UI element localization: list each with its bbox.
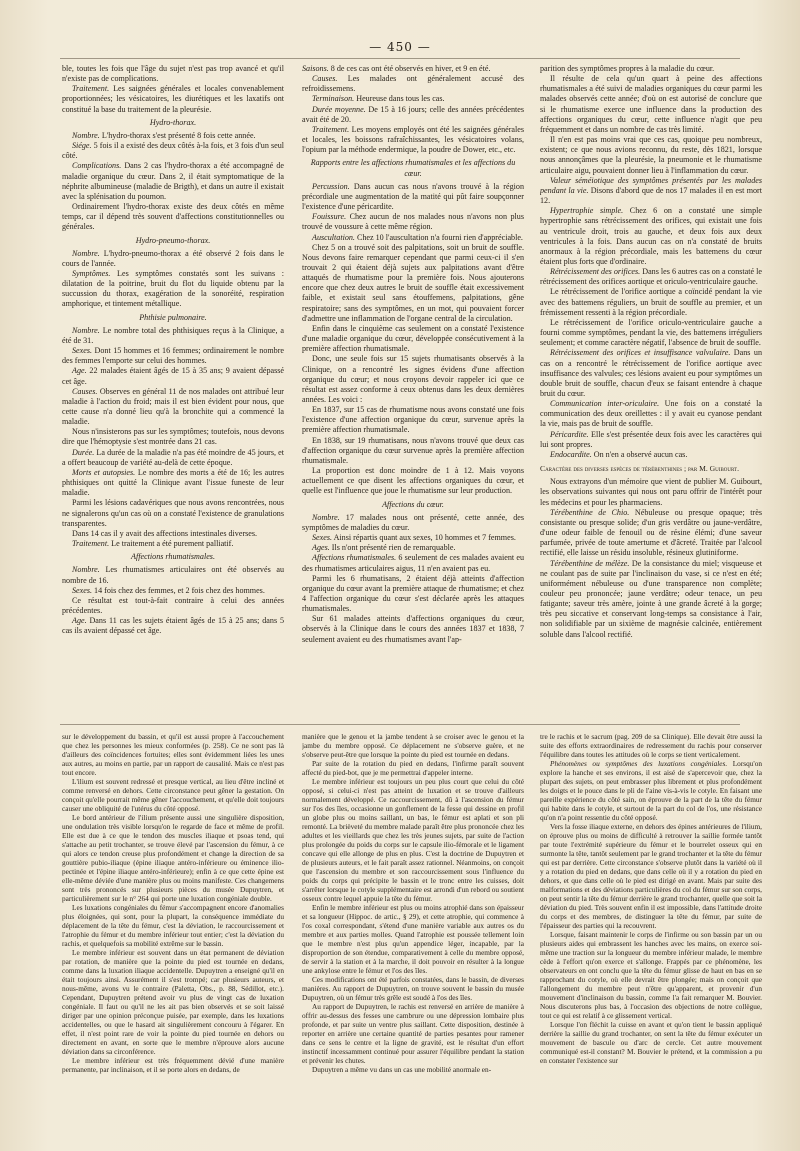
paragraph-lead: Térébenthine de Chio. (550, 507, 630, 517)
paragraph-lead: Sexes. (72, 346, 92, 356)
paragraph (62, 427, 284, 447)
paragraph (62, 131, 284, 141)
paragraph (302, 777, 524, 903)
paragraph-text: parition des symptômes propres à la maladie du cœur. (540, 64, 715, 73)
paragraph-text: Chez 10 l'auscultation n'a fourni rien d'appréciable. (354, 232, 523, 242)
paragraph-lead: Traitement. (312, 124, 350, 134)
page-number: — 450 — (369, 40, 431, 54)
paragraph (62, 596, 284, 616)
paragraph-text: Dans 14 cas il y avait des affections intestinales diverses. (72, 528, 258, 538)
paragraph-lead: Ages. (312, 543, 330, 553)
paragraph (62, 161, 284, 202)
paragraph-text: sur le développement du bassin, et qu'il est aussi propre à l'accouchement que chez les personnes les mieux conformées (p. 258). Ce ne sont pas là d'ailleurs des coïncidences fortuites; elles sont évidemment liées les unes aux autres, au moins en partie, par un rapport de causalité. Mais ce n'est pas tout encore. (62, 732, 284, 777)
paragraph-text: Le rétrécissement de l'orifice aortique a coïncidé pendant la vie avec des battemens réguliers, un bruit de souffle au premier, et un frémissement ressenti à la région précordiale. (540, 287, 762, 317)
paragraph-lead: Causes. (72, 386, 98, 396)
paragraph-lead: Nombre. (72, 565, 100, 575)
paragraph-lead: Endocardite. (550, 449, 592, 459)
paragraph-text: En 1837, sur 15 cas de rhumatisme nous avons constaté une fois l'existence d'une affection organique du cœur, survenue après la première affection rhumatismale. (302, 405, 524, 435)
paragraph-lead: Nombre. (72, 325, 100, 335)
paragraph (302, 533, 524, 543)
paragraph (540, 176, 762, 206)
paragraph-text: Ces modifications ont été parfois constatées, dans le bassin, de diverses manières. Au rapport de Dupuytren, on trouve souvent le bassin du musée Dupuytren, où un fémur très grêle est soudé à l'os des îles. (302, 975, 524, 1002)
paragraph-text: Il n'en est pas moins vrai que ces cas, quoique peu nombreux, existent; ce que nous avions reconnu, du reste, dès 1821, lorsque nous annonçâmes que la pleurésie, la pneumonie et le rhumatisme articulaire aigu, pouvaient donner lieu à l'inflammation du cœur. (540, 135, 762, 175)
paragraph (62, 539, 284, 549)
paragraph-lead: Térébenthine de mélèze. (550, 558, 630, 568)
paragraph (302, 64, 524, 74)
header-rule (60, 58, 740, 59)
paragraph (62, 448, 284, 468)
paragraph-lead: Durée moyenne. (312, 104, 366, 114)
paragraph-text: De la consistance du miel; visqueuse et ne coulant pas de suite par l'inclinaison du vase, si ce n'est en été; uniformément nébuleuse ou d'une transparence non complète; couleur peu prononcée; jaune verdâtre; odeur tenace, un peu fatigante; saveur très amère, jointe à une grande âcreté à la gorge; très peu siccative et conservant long-temps sa consistance à l'air, non solidifiable par un sixième de magnésie calcinée, entièrement soluble dans l'alcool rectifié. (540, 558, 762, 639)
section-heading: Hydro-pneumo-thorax. (135, 235, 211, 245)
paragraph-text: ble, toutes les fois que l'âge du sujet n'est pas trop avancé et qu'il n'existe pas de complications. (62, 64, 284, 84)
paragraph (62, 326, 284, 346)
paragraph (62, 903, 284, 948)
paragraph (302, 574, 524, 615)
paragraph-text: Dans 11 cas les sujets étaient âgés de 15 à 25 ans; dans 5 cas ils avaient dépassé cet âge. (62, 616, 284, 636)
paragraph (62, 732, 284, 777)
paragraph (302, 553, 524, 573)
paragraph (62, 84, 284, 114)
paragraph-text: Vers la fosse iliaque externe, en dehors des épines antérieures de l'ilium, on éprouve plus ou moins de difficulté à retrouver la saillie formée tantôt par toute l'extrémité supérieure du fémur et le bourrelet osseux qui en surmonte la tête, tantôt seulement par le grand trochanter et la tête du fémur qui est par derrière. Cette circonstance s'observe plutôt dans la variété où il y a rotation du pied en dedans, que dans celle où il y a rotation du pied en dehors, et que dans celle où le pied est dirigé en avant. Mais par suite des malformations et des déviations particulières du col du fémur sur son corps, on peut sentir la tête du fémur derrière le grand trochanter, quelle que soit la déviation du pied. Très souvent enfin il est impossible, dans l'attitude droite du corps et des membres, de distinguer la tête du fémur, par suite de l'épaisseur des parties qui la recouvrent. (540, 822, 762, 930)
paragraph-text: L'hydro-thorax s'est présenté 8 fois cette année. (99, 130, 256, 140)
paragraph-text: 5 fois il a existé des deux côtés à-la fois, et 3 fois d'un seul côté. (62, 141, 284, 161)
paragraph (62, 249, 284, 269)
paragraph (62, 586, 284, 596)
paragraph-text: Chez 5 on a trouvé soit des palpitations, soit un bruit de souffle. Nous devons faire remarquer cependant que parmi ceux-ci il s'en trouvait 2 qui étaient déjà sujets aux palpitations avant d'être attaqués de rhumatisme pour la première fois. Nous ajouterons encore que chez deux autres le bruit de souffle était excessivement faible, et existait seul sans étouffemens, palpitations, gêne respiratoire; sans des symptômes, en un mot, qui pouvaient forcer d'admettre une inflammation de l'organe central de la circulation. (302, 242, 524, 323)
paragraph-text: Nous n'insisterons pas sur les symptômes; toutefois, nous devons dire que l'hémoptysie s'est montrée dans 21 cas. (62, 427, 284, 447)
paragraph (302, 233, 524, 243)
paragraph (62, 387, 284, 428)
paragraph (62, 948, 284, 1056)
paragraph-lead: Terminaison. (312, 94, 355, 104)
paragraph-lead: Sexes. (72, 585, 92, 595)
paragraph-text: Lorsque, faisant maintenir le corps de l'infirme ou son bassin par un ou plusieurs aides qui embrassent les hanches avec les mains, on exerce soi-même une traction sur la longueur du membre inférieur malade, le membre cède à l'effort qu'on exerce et s'allonge. Frappés par ce phénomène, les observateurs en ont conclu que la tête du fémur glisse de haut en bas en se rapprochant du cotyle, où elle devrait être plongée; mais on conçoit que l'allongement du membre peut n'être qu'apparent, et provenir d'un mouvement d'inclinaison du bassin, comme l'a fait remarquer M. Bouvier. Nous discuterons plus bas, à l'occasion des objections de notre collègue, tout ce qui est relatif à ce glissement vertical. (540, 930, 762, 1020)
paragraph (540, 450, 762, 460)
paragraph-text: Une fois on a constaté la communication des deux oreillettes : il y avait eu cyanose pendant la vie, mais pas de bruit de souffle. (540, 399, 762, 429)
paragraph-text: Le rétrécissement de l'orifice oriculo-ventriculaire gauche a fourni comme symptômes, pendant la vie, des battemens irréguliers seulement; et comme caractère négatif, l'absence de bruit de souffle. (540, 317, 762, 348)
paragraph (302, 466, 524, 496)
paragraph-text: Nébuleuse ou presque opaque; très consistante ou presque solide; d'un gris verdâtre ou jaune-verdâtre, d'une odeur faible de fenouil ou de résine élémi; d'une saveur parfumée, privée de toute amertume et d'âcreté. Traitée par l'alcool rectifié, elle laisse un résidu insoluble, résineux glutiniforme. (540, 507, 762, 558)
top-left-column (62, 64, 284, 716)
paragraph-text: 22 malades étaient âgés de 15 à 35 ans; 9 avaient dépassé cet âge. (62, 366, 284, 386)
paragraph-lead: Nombre. (72, 130, 100, 140)
paragraph (302, 1002, 524, 1065)
paragraph-lead: Durée. (72, 447, 95, 457)
paragraph (302, 125, 524, 155)
paragraph-lead: Siége. (72, 141, 92, 151)
paragraph-text: Le membre inférieur est très fréquemment dévié d'une manière permanente, par inclinaison, et il se porte alors en dedans, de (62, 1056, 284, 1074)
paragraph-lead: Traitement. (72, 539, 110, 549)
paragraph (62, 202, 284, 232)
paragraph-lead: Age. (72, 616, 87, 626)
paragraph-lead: Symptômes. (72, 268, 111, 278)
paragraph (302, 975, 524, 1002)
paragraph-lead: Péricardite. (550, 429, 589, 439)
paragraph-lead: Nombre. (312, 512, 340, 522)
section-heading: Rapports entre les affections rhumatismales et les affections du cœur. (310, 158, 516, 178)
paragraph (540, 508, 762, 559)
paragraph (302, 94, 524, 104)
paragraph-lead: Nombre. (72, 248, 100, 258)
top-middle-column (302, 64, 524, 716)
paragraph-lead: Affections rhumatismales. (312, 553, 397, 563)
section-heading: Affections du cœur. (382, 499, 444, 509)
paragraph (302, 732, 524, 759)
paragraph-lead: Fouissure. (312, 212, 347, 222)
paragraph (302, 74, 524, 94)
paragraph (540, 477, 762, 507)
paragraph-lead: Phénomènes ou symptômes des luxations congéniales. (550, 759, 728, 768)
paragraph-text: Enfin dans le cinquième cas seulement on a constaté l'existence d'une maladie organique du cœur, développée consécutivement à la première affection rhumatismale. (302, 323, 524, 354)
paragraph-text: Elle s'est présentée deux fois avec les caractères qui lui sont propres. (540, 429, 762, 449)
paragraph (302, 105, 524, 125)
paragraph-text: Lorsque l'on fléchit la cuisse en avant et qu'on tient le bassin appliqué derrière la saillie du grand trochanter, on sent la tête du fémur exécuter un mouvement de bascule ou d'arc de cercle. Cet autre mouvement communiqué est-il constant? M. Bouvier le prétend, et la commission a pu en constater l'existence sur (540, 1020, 762, 1065)
bottom-left-column (62, 732, 284, 1144)
paragraph (62, 468, 284, 498)
paragraph-text: Parmi les lésions cadavériques que nous avons rencontrées, nous ne signalerons qu'un cas où on a constaté l'existence de granulations transparentes. (62, 498, 284, 528)
paragraph-text: Heureuse dans tous les cas. (354, 94, 445, 104)
paragraph-text: La proportion est donc moindre de 1 à 12. Mais voyons actuellement ce que disent les affections organiques du cœur, et quelle est l'influence que joue le rhumatisme sur leur production. (302, 466, 524, 496)
paragraph (62, 64, 284, 84)
paragraph-text: Par suite de la rotation du pied en dedans, l'infirme paraît souvent affecté du pied-bot, que je me permettrai d'appeler interne. (302, 759, 524, 777)
paragraph (540, 1020, 762, 1065)
paragraph (62, 1056, 284, 1074)
section-heading: Phthisie pulmonaire. (139, 312, 207, 322)
paragraph-lead: Rétrécissement des orifices et insuffisance valvulaire. (550, 348, 731, 358)
paragraph (540, 206, 762, 267)
paragraph-lead: Sexes. (312, 533, 332, 543)
paragraph (540, 732, 762, 759)
paragraph-text: Dans 2 cas l'hydro-thorax a été accompagné de maladie organique du cœur. Dans 2, il était symptomatique de la néphrite albumineuse (maladie de Brigth), et dans un autre il existait avec la splénisation du poumon. (62, 161, 284, 201)
paragraph-lead: Morts et autopsies. (72, 467, 136, 477)
paragraph-text: Les symptômes constatés sont les suivans : dilatation de la poitrine, bruit du flot du liquide obtenu par la succussion du thorax, exagération de la sonoréité, respiration amphorique, et tintement métallique. (62, 268, 284, 309)
paragraph-lead: Complications. (72, 161, 122, 171)
paragraph (302, 212, 524, 232)
paragraph-text: Les moyens employés ont été les saignées générales et locales, les boissons rafraîchissantes, les vésicatoires volans, l'opium par la méthode endermique, la poudre de Dower, etc., etc. (302, 124, 524, 155)
paragraph (540, 267, 762, 287)
paragraph-lead: Communication inter-oriculaire. (550, 399, 660, 409)
paragraph-lead: Age. (72, 366, 87, 376)
paragraph-text: Lorsqu'on explore la hanche et ses environs, il est aisé de s'apercevoir que, chez la plupart des sujets, on peut embrasser plus librement et plus profondément les doigts et le pouce dans le pli de l'aine vis-à-vis le cotyle. En faisant une pareille expérience du côté sain, on éprouve de la part de la tête du fémur qui habite dans le cotyle, et surtout de la part du col de l'os, une résistance qu'on n'a point ressentie du côté opposé. (540, 759, 762, 822)
paragraph (302, 1065, 524, 1074)
paragraph (302, 543, 524, 553)
paragraph-text: Sur 61 malades atteints d'affections organiques du cœur, observés à la Clinique dans le cours des années 1837 et 1838, 7 seulement avaient eu des rhumatismes avant l'ap- (302, 614, 524, 644)
paragraph-text: Ordinairement l'hydro-thorax existe des deux côtés en même temps, car il dépend très souvent d'affections constitutionnelles ou générales. (62, 202, 284, 232)
paragraph-lead: Auscultation. (312, 232, 355, 242)
paragraph-text: Donc, une seule fois sur 15 sujets rhumatisants observés à la Clinique, on a rencontré les signes évidens d'une affection organique du cœur; et nous croyons devoir rappeler ici que ce résultat est assez conforme à ceux obtenus dans les deux dernières années. Les voici : (302, 354, 524, 404)
paragraph (302, 243, 524, 324)
paragraph (540, 318, 762, 348)
section-heading: Affections rhumatismales. (131, 552, 215, 562)
paragraph (540, 399, 762, 429)
paragraph (62, 498, 284, 528)
paragraph-lead: Rétrécissement des orifices. (550, 267, 641, 277)
paragraph-text: Disons d'abord que de nos 17 malades il en est mort 12. (540, 185, 762, 206)
paragraph-text: Le nombre des morts a été de 16; les autres phthisiques ont quitté la Clinique avant l'issue funeste de leur maladie. (62, 467, 284, 498)
paragraph-lead: Hypertrophie simple. (550, 206, 624, 216)
paragraph-text: manière que le genou et la jambe tendent à se croiser avec le genou et la jambe du membre opposé. Ce déplacement ne s'observe guère, et ne s'observe peut-être que lorsque la pointe du pied est tournée en dedans. (302, 732, 524, 759)
paragraph (62, 269, 284, 310)
paragraph (302, 405, 524, 435)
paragraph (302, 513, 524, 533)
paragraph (302, 759, 524, 777)
paragraph-text: Observes en général 11 de nos malades ont attribué leur maladie à l'action du froid; mais il est bien évident pour nous, que cette cause n'a donné lieu qu'à la bronchite qui a commencé la maladie. (62, 386, 284, 427)
paragraph-text: Il résulte de cela qu'un quart à peine des affections rhumatismales a été suivi de maladies organiques du cœur parmi les malades observés cette année; d'où on est autorisé de conclure que si le rhumatisme exerce une influence dans la production des affections organiques du cœur, cette influence n'agit que peu fréquemment et dans un nombre de cas très limité. (540, 74, 762, 134)
paragraph-text: Au rapport de Dupuytren, le rachis est renversé en arrière de manière à offrir au-dessus des fesses une cambrure ou une dépression lombaire plus profonde, et par suite un ventre plus saillant. Cette disposition, destinée à reporter en arrière une certaine quantité de parties pesantes pour ramener dans ce sens le centre et la ligne de gravité, est le résultat d'un effort instinctif incessamment continué pour assurer l'équilibre pendant la station et prévenir les chutes. (302, 1002, 524, 1065)
paragraph-lead: Saisons. (302, 64, 329, 73)
paragraph-text: 14 fois chez des femmes, et 2 fois chez des hommes. (92, 585, 265, 595)
paragraph-lead: Valeur séméiotique des symptômes présentés par les malades pendant la vie. (540, 175, 762, 195)
paragraph (540, 74, 762, 135)
paragraph-text: La durée de la maladie n'a pas été moindre de 45 jours, et a offert beaucoup de variété au-delà de cette époque. (62, 447, 284, 467)
paragraph-text: Ainsi répartis quant aux sexes, 10 hommes et 7 femmes. (332, 533, 516, 543)
paragraph-text: En 1838, sur 19 rhumatisans, nous n'avons trouvé que deux cas d'affection organique du cœur survenue après la première affection rhumatismale. (302, 435, 524, 465)
paragraph-text: Les saignées générales et locales convenablement proportionnées; les vésicatoires, les diurétiques et les laxatifs ont constitué la base du traitement de la pleurésie. (62, 84, 284, 114)
bottom-right-column (540, 732, 762, 1144)
paragraph (62, 346, 284, 366)
paragraph-text: Dont 15 hommes et 16 femmes; ordinairement le nombre des femmes l'emporte sur celui des hommes. (62, 346, 284, 366)
paragraph (302, 354, 524, 405)
top-right-column (540, 64, 762, 716)
paragraph-text: 6 seulement de ces malades avaient eu des rhumatismes articulaires aigus, 11 n'en avaient pas eu. (302, 553, 524, 573)
paragraph (62, 616, 284, 636)
paragraph-text: Dans les 6 autres cas on a constaté le rétrécissement des orifices aortique et oriculo-ventriculaire gauche. (540, 267, 762, 287)
paragraph-text: Dans un cas on a rencontré le rétrécissement de l'orifice aortique avec insuffisance des valvules; ces lésions avaient eu pour symptômes un double bruit de souffle, chacun d'eux se faisant entendre à chaque bruit du cœur. (540, 348, 762, 398)
paragraph-text: Ils n'ont présenté rien de remarquable. (329, 543, 456, 553)
paragraph-text: tre le rachis et le sacrum (pag. 209 de sa Clinique). Elle devait être aussi la suite des efforts extraordinaires de redressement du rachis pour conserver l'équilibre dans toutes les attitudes où le corps se tient verticalement. (540, 732, 762, 759)
paragraph (62, 366, 284, 386)
paragraph-text: De 15 à 16 jours; celle des années précédentes avait été de 20. (302, 104, 524, 124)
paragraph-text: 8 de ces cas ont été observés en hiver, et 9 en été. (328, 64, 491, 73)
paragraph-text: 17 malades nous ont présenté, cette année, des symptômes de maladies du cœur. (302, 512, 524, 532)
paragraph (302, 614, 524, 644)
paragraph-text: Le membre inférieur est souvent dans un état permanent de déviation par rotation, de manière que la pointe du pied est tournée en dedans, comme dans la luxation iliaque accidentelle. Dupuytren a enseigné qu'il en était toujours ainsi. Assurément il s'est trompé; car plusieurs auteurs, et nous-même, avons vu le contraire (Paletta, Obs., p. 88, Sédillot, etc.). Cependant, Dupuytren prétend avoir vu plus de vingt cas de luxation congéniale. Il faut ou qu'il ne les ait pas bien observés et se soit laissé diriger par une opinion préconçue puisée, par exemple, dans les luxations accidentelles, ou que le hasard ait singulièrement concouru à l'égarer. En effet, il n'est point rare de voir la pointe du pied tournée en dehors ou directement en avant, en sorte que le membre n'éprouve alors aucune déviation dans sa circonférence. (62, 948, 284, 1056)
paragraph-text: On n'en a observé aucun cas. (591, 449, 688, 459)
paragraph-text: Le nombre total des phthisiques reçus à la Clinique, a été de 31. (62, 325, 284, 345)
paragraph (62, 565, 284, 585)
paragraph-text: Parmi les 6 rhumatisans, 2 étaient déjà atteints d'affection organique du cœur avant la première attaque de rhumatisme; et chez 4 l'affection organique du cœur s'est déclarée après les attaques rhumatismales. (302, 573, 524, 614)
paragraph-text: Les luxations congéniales du fémur s'accompagnent encore d'anomalies plus éloignées, qui sont, pour la plupart, la conséquence immédiate du déplacement de la tête du fémur, c'est la déviation, le raccourcissement et l'atrophie du fémur et du membre inférieur tout entier; c'est la déviation du rachis, et quelquefois sa mobilité extrême sur le bassin. (62, 903, 284, 948)
paragraph-text: Les malades ont généralement accusé des refroidissemens. (302, 74, 524, 94)
paragraph (540, 430, 762, 450)
section-heading: Hydro-thorax. (149, 117, 197, 127)
paragraph (62, 777, 284, 813)
paragraph-text: L'hydro-pneumo-thorax a été observé 2 fois dans le cours de l'année. (62, 248, 284, 268)
paragraph-text: Le membre inférieur est toujours un peu plus court que celui du côté opposé, si celui-ci n'est pas atteint de luxation et se trouve d'ailleurs normalement développé. Ce raccourcissement, dû à l'ascension du fémur sur l'os des îles, occasionne un gonflement de la fesse qui dessine en profil un globe plus ou moins saillant, un bas, le fémur est aplati et son pli remonté. La brièveté du membre malade paraît être plus prononcée chez les adultes et les vieillards que chez les très jeunes sujets, par suite de l'action plus prolongée du poids du corps sur le capsule ilio-fémorale et le ligament concave qui elle allonge de plus en plus. C'est la doctrine de Dupuytren et de plusieurs auteurs, et le fait paraît assez rationnel. Néanmoins, on conçoit que l'ascension du membre et son raccourcissement sous l'influence du poids du corps qui précipite le bassin et le tronc entre les cuisses, doit s'arrêter lorsque le cotyle supplémentaire est arrondi d'un rebord ou soutient osseux contre lequel appuie la tête du fémur. (302, 777, 524, 903)
paragraph (540, 759, 762, 822)
paragraph-text: Chez 6 on a constaté une simple hypertrophie sans rétrécissement des orifices, qui existait une fois au ventricule droit, trois au gauche, et deux fois aux deux ventricules à la fois. Dans aucun cas on n'a constaté de bruits anormaux à la région précordiale, mais les battemens du cœur étaient plus forts que d'ordinaire. (540, 206, 762, 266)
section-rule (60, 724, 740, 725)
paragraph-text: Les rhumatismes articulaires ont été observés au nombre de 16. (62, 565, 284, 585)
paragraph-text: Dupuytren a même vu dans un cas une mobilité anormale en- (312, 1065, 492, 1074)
paragraph (540, 348, 762, 399)
bottom-middle-column (302, 732, 524, 1144)
paragraph-lead: Percussion. (312, 181, 350, 191)
paragraph (302, 182, 524, 212)
paragraph-lead: Traitement. (72, 84, 110, 94)
paragraph-text: Enfin le membre inférieur est plus ou moins atrophié dans son épaisseur et sa longueur (Hippoc. de artic., § 29), et cette atrophie, qui commence à l'os coxal correspondant, s'étend d'une manière variable aux autres os du membre et aux parties molles. Quand l'atrophie est poussée tellement loin que le membre n'est plus qu'un appendice léger, incapable, par la disproportion de son étendue, comparativement à celle du membre opposé, de servir à la station et à la marche, il doit pouvoir en résulter à la longue une ankylose entre le fémur et l'os des îles. (302, 903, 524, 975)
paragraph (540, 822, 762, 930)
paragraph-text: Le traitement a été purement palliatif. (109, 539, 234, 549)
paragraph (302, 324, 524, 354)
paragraph-text: Dans aucun cas nous n'avons trouvé à la région précordiale une augmentation de la matité qui pût faire soupçonner l'existence d'une péricardite. (302, 181, 524, 212)
paragraph (302, 903, 524, 975)
paragraph-text: Chez aucun de nos malades nous n'avons non plus trouvé de voussure à cette même région. (302, 212, 524, 232)
paragraph (540, 559, 762, 640)
paragraph (62, 813, 284, 903)
paragraph (540, 287, 762, 317)
paragraph (540, 135, 762, 176)
paragraph (540, 64, 762, 74)
paragraph (540, 930, 762, 1020)
paragraph-lead: Causes. (312, 74, 338, 84)
paragraph-text: Nous extrayons d'un mémoire que vient de publier M. Guibourt, les observations suivantes qui nous ont paru offrir de l'intérêt pour les médecins et pour les pharmaciens. (540, 477, 762, 507)
paragraph-text: L'ilium est souvent redressé et presque vertical, au lieu d'être incliné et comme renversé en dehors. Cette circonstance peut gêner la gestation. On conçoit qu'elle pourrait même gêner l'accouchement, et qu'elle doit toujours causer une obliquité de l'utérus du côté opposé. (62, 777, 284, 813)
paragraph-text: Ce résultat est tout-à-fait contraire à celui des années précédentes. (62, 595, 284, 615)
paragraph (302, 436, 524, 466)
paragraph (62, 529, 284, 539)
paragraph (62, 141, 284, 161)
paragraph-text: Le bord antérieur de l'ilium présente aussi une singulière disposition, une ondulation très visible lorsqu'on le regarde de face et même de profil. Elle est due à ce que le tendon des muscles iliaque et psoas tend, qui s'attache au petit trochanter, se trouve élevé par l'ascension du fémur, à ce qui alors ce tendon creuse plus profondément et change la direction de sa gouttière pubio-iliaque (épine iliaque antéro-inférieure ou éminence ilio-pectinée et l'épine iliaque antéro-inférieure); enfin à ce que cette épine est elle-même déviée d'une manière plus ou moins manifeste. Ces changemens sont très prononcés sur plusieurs pièces du musée Dupuytren, et particulièrement sur le n° 264 qui porte une luxation congéniale double. (62, 813, 284, 903)
section-heading: Caractère des diverses espèces de térébenthines ; par M. Guibourt. (540, 464, 739, 474)
